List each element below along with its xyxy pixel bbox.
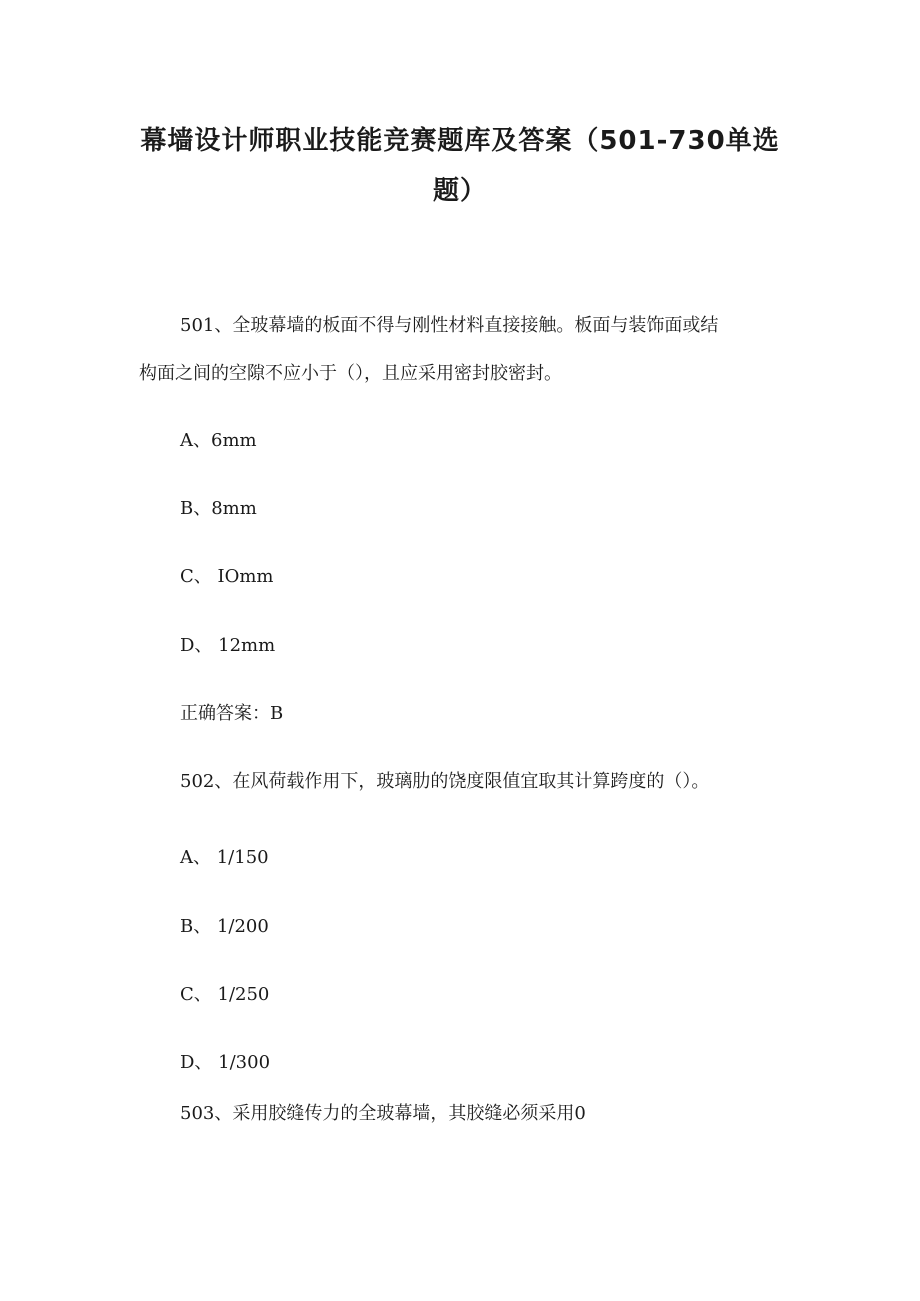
question-502-stem: 502、在风荷载作用下，玻璃肋的饶度限值宜取其计算跨度的（）。 (180, 771, 710, 792)
question-501-option-b: B、8mm (180, 498, 257, 519)
question-501-answer: 正确答案：B (180, 703, 284, 724)
document-title-line-1: 幕墙设计师职业技能竞赛题库及答案（501-730单选 (140, 126, 780, 156)
question-502-option-d: D、 1/300 (180, 1052, 271, 1073)
question-502-option-a: A、 1/150 (180, 847, 269, 868)
question-503-stem: 503、采用胶缝传力的全玻幕墙，其胶缝必须采用0 (180, 1103, 586, 1124)
question-501-option-c: C、 IOmm (180, 566, 274, 587)
document-title-line-2: 题） (432, 176, 487, 206)
question-501-option-a: A、6mm (180, 430, 257, 451)
question-502-option-b: B、 1/200 (180, 916, 269, 937)
question-502-option-c: C、 1/250 (180, 984, 270, 1005)
question-501-stem-line-2: 构面之间的空隙不应小于（），且应采用密封胶密封。 (139, 363, 562, 384)
question-501-option-d: D、 12mm (180, 635, 276, 656)
question-501-stem-line-1: 501、全玻幕墙的板面不得与刚性材料直接接触。板面与装饰面或结 (180, 315, 719, 336)
